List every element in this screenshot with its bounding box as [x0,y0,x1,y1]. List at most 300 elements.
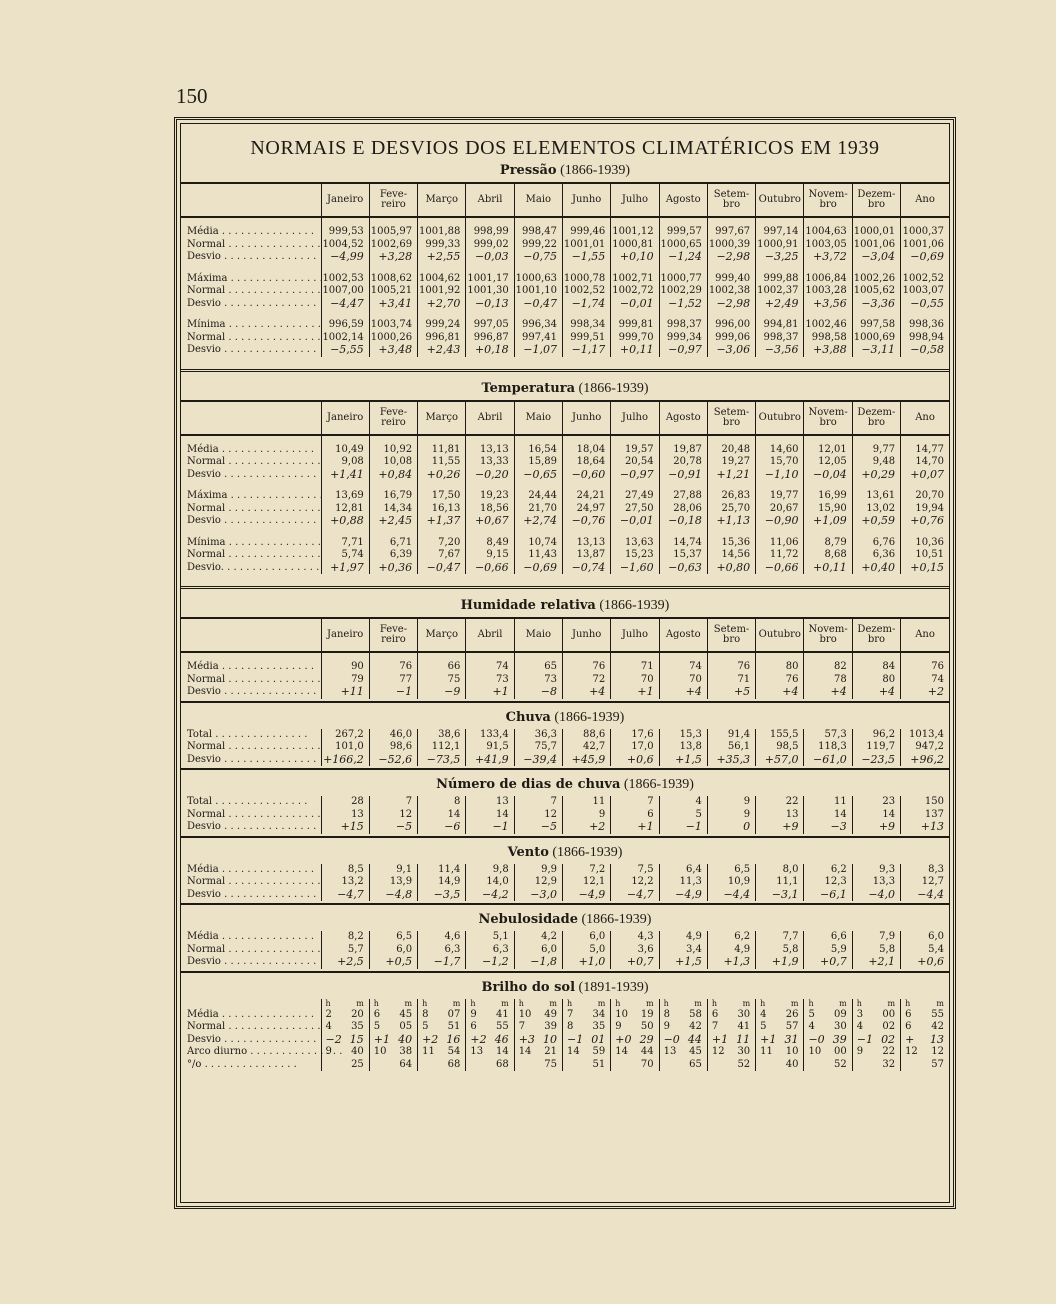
value-cell: 6 [611,809,659,822]
minutes: 09 [834,1008,847,1020]
minutes: 41 [495,1008,509,1020]
minutes: 57 [931,1058,944,1070]
hour-minute [756,1059,798,1071]
value-cell: 1002,71 [611,273,659,286]
hour-minute [804,1046,846,1058]
value-cell: −0,04 [804,469,852,482]
spacer-cell [466,652,514,661]
hour-minute [756,1046,798,1058]
value-cell: 9,1 [369,864,417,877]
row-label: Total . . . [181,729,321,742]
hour-minute [515,1021,557,1033]
value-cell: 11 [562,796,610,809]
unit-m: m [404,998,413,1008]
value-cell: 998,37 [659,319,707,332]
section-name: Temperatura [481,380,576,396]
value-cell [369,1046,417,1059]
spacer-cell [659,435,707,444]
table-row [181,469,949,482]
value-cell: 88,6 [562,729,610,742]
spacer-cell [466,528,514,537]
minutes: 65 [689,1058,702,1070]
hours: −0 [663,1032,680,1046]
value-cell: 11,55 [418,456,466,469]
value-cell: +0,11 [611,344,659,357]
value-cell [756,1021,804,1034]
spacer-cell [901,310,949,319]
hours: 5 [808,1008,815,1020]
value-cell: 6,4 [659,864,707,877]
hours: 2 [325,1008,332,1020]
spacer-cell [369,217,417,226]
value-cell: 1008,62 [369,273,417,286]
value-cell: 998,37 [756,332,804,345]
value-cell: 267,2 [321,729,369,742]
month-header: Março [418,183,466,217]
value-cell: 5,1 [466,931,514,944]
minutes: 21 [544,1046,557,1058]
row-label: Normal . . . [181,876,321,889]
spacer-cell [707,264,755,273]
value-cell: 1002,29 [659,285,707,298]
hours: −1 [856,1032,873,1046]
value-cell: 998,58 [804,332,852,345]
value-cell: 1001,88 [418,226,466,239]
value-cell: +1,3 [707,956,755,969]
spacer-cell [756,481,804,490]
table-row [181,1034,949,1047]
value-cell: 1013,4 [901,729,949,742]
value-cell [756,1046,804,1059]
hour-minute [853,1034,895,1046]
value-cell: 12,05 [804,456,852,469]
minutes: 34 [592,1008,606,1020]
unit-m: m [356,998,364,1008]
value-cell [321,1046,369,1059]
hour-minute [563,1034,605,1046]
minutes: 15 [349,1032,364,1046]
minutes: 29 [639,1032,654,1046]
value-cell: 11,72 [756,549,804,562]
hours: 9 [663,1021,670,1033]
value-cell: 5,7 [321,944,369,957]
value-cell: +45,9 [562,754,610,767]
minutes: 68 [495,1058,509,1070]
hour-minute [660,1021,702,1033]
hours: 10 [808,1046,822,1058]
unit-pair [853,999,895,1009]
value-cell: −2,98 [707,251,755,264]
value-cell: 133,4 [466,729,514,742]
value-cell: 999,06 [707,332,755,345]
spacer-cell [804,528,852,537]
value-cell: 98,5 [756,741,804,754]
value-cell: +0,76 [901,515,949,528]
data-table [181,796,949,834]
value-cell: 11,06 [756,537,804,550]
minutes: 20 [351,1008,364,1020]
unit-m: m [936,998,944,1008]
value-cell: −1,52 [659,298,707,311]
value-cell: −1,24 [659,251,707,264]
value-cell: +0,11 [804,562,852,575]
value-cell: 1001,92 [418,285,466,298]
value-cell: 19,94 [901,503,949,516]
section-name: Vento [507,844,549,860]
value-cell [369,1021,417,1034]
hour-minute [611,1034,653,1046]
value-cell: 1002,52 [562,285,610,298]
value-cell: 7,2 [562,864,610,877]
value-cell: −0,18 [659,515,707,528]
spacer-cell [418,528,466,537]
value-cell: 26,83 [707,490,755,503]
value-cell: −3,36 [852,298,900,311]
minutes: 57 [785,1021,799,1033]
hours: 5 [422,1021,429,1033]
header-row [181,618,949,652]
value-cell [611,1034,659,1047]
value-cell: 999,34 [659,332,707,345]
value-cell: 1002,38 [707,285,755,298]
hour-minute [611,1009,653,1021]
table-row [181,821,949,834]
value-cell: 112,1 [418,741,466,754]
value-cell: 24,44 [514,490,562,503]
value-cell: 137 [901,809,949,822]
month-header: Junho [562,618,610,652]
minutes: 01 [591,1032,606,1046]
value-cell: 14,77 [901,444,949,457]
minutes: 39 [544,1021,557,1033]
value-cell: −3,04 [852,251,900,264]
value-cell: 6,36 [852,549,900,562]
value-cell: 12,3 [804,876,852,889]
value-cell: 11 [804,796,852,809]
value-cell: −0,69 [901,251,949,264]
hours: 13 [663,1046,677,1058]
spacer-cell [418,217,466,226]
value-cell: +2,49 [756,298,804,311]
spacer-row [181,310,949,319]
value-cell: −9 [418,686,466,699]
value-cell [611,1059,659,1072]
unit-h: h [325,998,331,1008]
month-header: Julho [611,401,659,435]
value-cell: 15,90 [804,503,852,516]
value-cell: +2,74 [514,515,562,528]
hours: + [905,1032,915,1046]
value-cell: 71 [611,661,659,674]
header-row [181,183,949,217]
value-cell: 12,81 [321,503,369,516]
table-row [181,931,949,944]
value-cell: 8,0 [756,864,804,877]
minutes: 13 [930,1032,944,1046]
value-cell: 998,99 [466,226,514,239]
table-row [181,549,949,562]
month-header: Ano [901,401,949,435]
value-cell: +0,88 [321,515,369,528]
value-cell: 42,7 [562,741,610,754]
value-cell [756,1034,804,1047]
value-cell: 13,87 [562,549,610,562]
spacer-cell [369,310,417,319]
value-cell: 1000,78 [562,273,610,286]
spacer-cell [466,310,514,319]
spacer-cell [562,264,610,273]
row-label: Normal . . . [181,239,321,252]
value-cell: 7,9 [852,931,900,944]
hour-minute [756,1009,798,1021]
value-cell: 6,3 [418,944,466,957]
value-cell: −3,1 [756,889,804,902]
value-cell: +1,41 [321,469,369,482]
value-cell: +2,43 [418,344,466,357]
value-cell: 78 [804,674,852,687]
value-cell: 96,2 [852,729,900,742]
hours: 10 [615,1008,629,1020]
value-cell: 15,37 [659,549,707,562]
spacer-cell [321,435,369,444]
value-cell: +0,6 [901,956,949,969]
value-cell: −39,4 [514,754,562,767]
value-cell: 3,4 [659,944,707,957]
unit-cell [756,999,804,1009]
value-cell: −3 [804,821,852,834]
value-cell [852,1009,900,1022]
value-cell: 1000,26 [369,332,417,345]
unit-cell [466,999,514,1009]
spacer-cell [901,264,949,273]
value-cell: 18,64 [562,456,610,469]
value-cell: 72 [562,674,610,687]
value-cell: 16,13 [418,503,466,516]
spacer-cell [756,217,804,226]
unit-m: m [839,998,847,1008]
unit-label-cell [181,999,321,1009]
table-row [181,490,949,503]
spacer-cell [466,435,514,444]
table-row [181,796,949,809]
spacer-cell [756,435,804,444]
value-cell: 1001,06 [852,239,900,252]
hour-minute [466,1009,508,1021]
section-title [181,595,949,617]
table-row [181,809,949,822]
row-label: Normal . . . [181,741,321,754]
value-cell: +3,88 [804,344,852,357]
spacer-cell [418,481,466,490]
value-cell: −0,20 [466,469,514,482]
hours: 9 [615,1021,622,1033]
spacer-cell [659,217,707,226]
value-cell: +9 [756,821,804,834]
data-table [181,400,949,575]
hours: 7 [518,1021,526,1033]
table-row [181,956,949,969]
value-cell: 11,81 [418,444,466,457]
value-cell [418,1034,466,1047]
hour-minute [804,1034,846,1046]
value-cell: −8 [514,686,562,699]
minutes: 58 [689,1008,702,1020]
value-cell: 994,81 [756,319,804,332]
hour-minute [660,1034,702,1046]
hours: +3 [518,1032,535,1046]
spacer-cell [181,652,321,661]
value-cell: 1004,62 [418,273,466,286]
value-cell: 6,5 [707,864,755,877]
value-cell: −0,75 [514,251,562,264]
row-label: Normal . . . [181,503,321,516]
month-header: Setem- bro [707,618,755,652]
value-cell [707,1034,755,1047]
value-cell: +9 [852,821,900,834]
value-cell: 5,9 [804,944,852,957]
unit-h: h [615,998,621,1008]
unit-cell [707,999,755,1009]
value-cell [852,1021,900,1034]
hours: 12 [711,1046,725,1058]
minutes: 64 [399,1058,413,1070]
value-cell: 999,88 [756,273,804,286]
hours: 9 [470,1008,477,1020]
table-row [181,674,949,687]
value-cell: +4 [852,686,900,699]
hours: 4 [325,1021,332,1033]
value-cell: −3,0 [514,889,562,902]
value-cell: 10,36 [901,537,949,550]
value-cell: +1,09 [804,515,852,528]
value-cell: 997,67 [707,226,755,239]
value-cell: 4,3 [611,931,659,944]
spacer-cell [707,435,755,444]
value-cell: 90 [321,661,369,674]
minutes: 46 [494,1032,509,1046]
value-cell: 17,6 [611,729,659,742]
row-label: Média . . . [181,661,321,674]
value-cell: −0,03 [466,251,514,264]
value-cell [418,1009,466,1022]
hour-minute [853,1021,895,1033]
hour-minute [515,1009,557,1021]
spacer-row [181,264,949,273]
sunshine-table [181,999,949,1072]
value-cell: 91,4 [707,729,755,742]
value-cell: 70 [659,674,707,687]
month-header: Abril [466,618,514,652]
value-cell: 70 [611,674,659,687]
table-row [181,251,949,264]
value-cell: +57,0 [756,754,804,767]
value-cell: 1000,77 [659,273,707,286]
value-cell [804,1009,852,1022]
minutes: 38 [399,1046,413,1058]
row-label: Desvio . . . [181,344,321,357]
value-cell: 1003,74 [369,319,417,332]
minutes: 40 [398,1032,413,1046]
value-cell: 22 [756,796,804,809]
value-cell: 11,4 [418,864,466,877]
value-cell: 999,33 [418,239,466,252]
hours: −1 [566,1032,584,1046]
value-cell [514,1059,562,1072]
value-cell [369,1009,417,1022]
value-cell: +0,84 [369,469,417,482]
month-header: Agosto [659,618,707,652]
value-cell: 998,36 [901,319,949,332]
minutes: 02 [882,1021,896,1033]
value-cell: 5,8 [756,944,804,957]
hour-minute [708,1046,750,1058]
unit-h: h [373,998,379,1008]
value-cell [852,1034,900,1047]
unit-h: h [518,998,524,1008]
minutes: 10 [785,1046,799,1058]
spacer-cell [562,481,610,490]
value-cell: +2,1 [852,956,900,969]
unit-h: h [808,998,814,1008]
value-cell: 14,56 [707,549,755,562]
value-cell: −4,8 [369,889,417,902]
value-cell: 3,6 [611,944,659,957]
value-cell [514,1009,562,1022]
hours: 6 [905,1021,912,1033]
value-cell: +2 [562,821,610,834]
value-cell: 14,34 [369,503,417,516]
hours: +2 [422,1032,439,1046]
section-name: Número de dias de chuva [436,777,621,792]
table-row [181,562,949,575]
hour-minute [466,1021,508,1033]
value-cell [852,1046,900,1059]
value-cell: 9,77 [852,444,900,457]
hours: −2 [325,1032,342,1046]
minutes: 59 [592,1046,606,1058]
value-cell: −3,25 [756,251,804,264]
table-content [180,123,950,1203]
spacer-cell [181,264,321,273]
value-cell: +2,45 [369,515,417,528]
row-label: Desvio . . . [181,889,321,902]
section-name: Nebulosidade [478,912,578,927]
value-cell: −0,66 [466,562,514,575]
hour-minute [804,1009,846,1021]
value-cell: +2 [901,686,949,699]
value-cell: 999,53 [321,226,369,239]
hour-minute [370,1021,412,1033]
spacer-cell [707,310,755,319]
value-cell [901,1021,949,1034]
value-cell: +0,5 [369,956,417,969]
value-cell [804,1059,852,1072]
hours: +0 [615,1032,632,1046]
row-label: Desvio . . . [181,298,321,311]
section-separator [181,369,949,372]
table-row [181,515,949,528]
hour-minute [563,1021,605,1033]
spacer-cell [707,652,755,661]
section-separator [181,701,949,703]
value-cell: −0,63 [659,562,707,575]
hour-minute [804,1021,846,1033]
value-cell: 15,23 [611,549,659,562]
value-cell [901,1034,949,1047]
value-cell: 997,14 [756,226,804,239]
value-cell: 11,43 [514,549,562,562]
table-row [181,444,949,457]
